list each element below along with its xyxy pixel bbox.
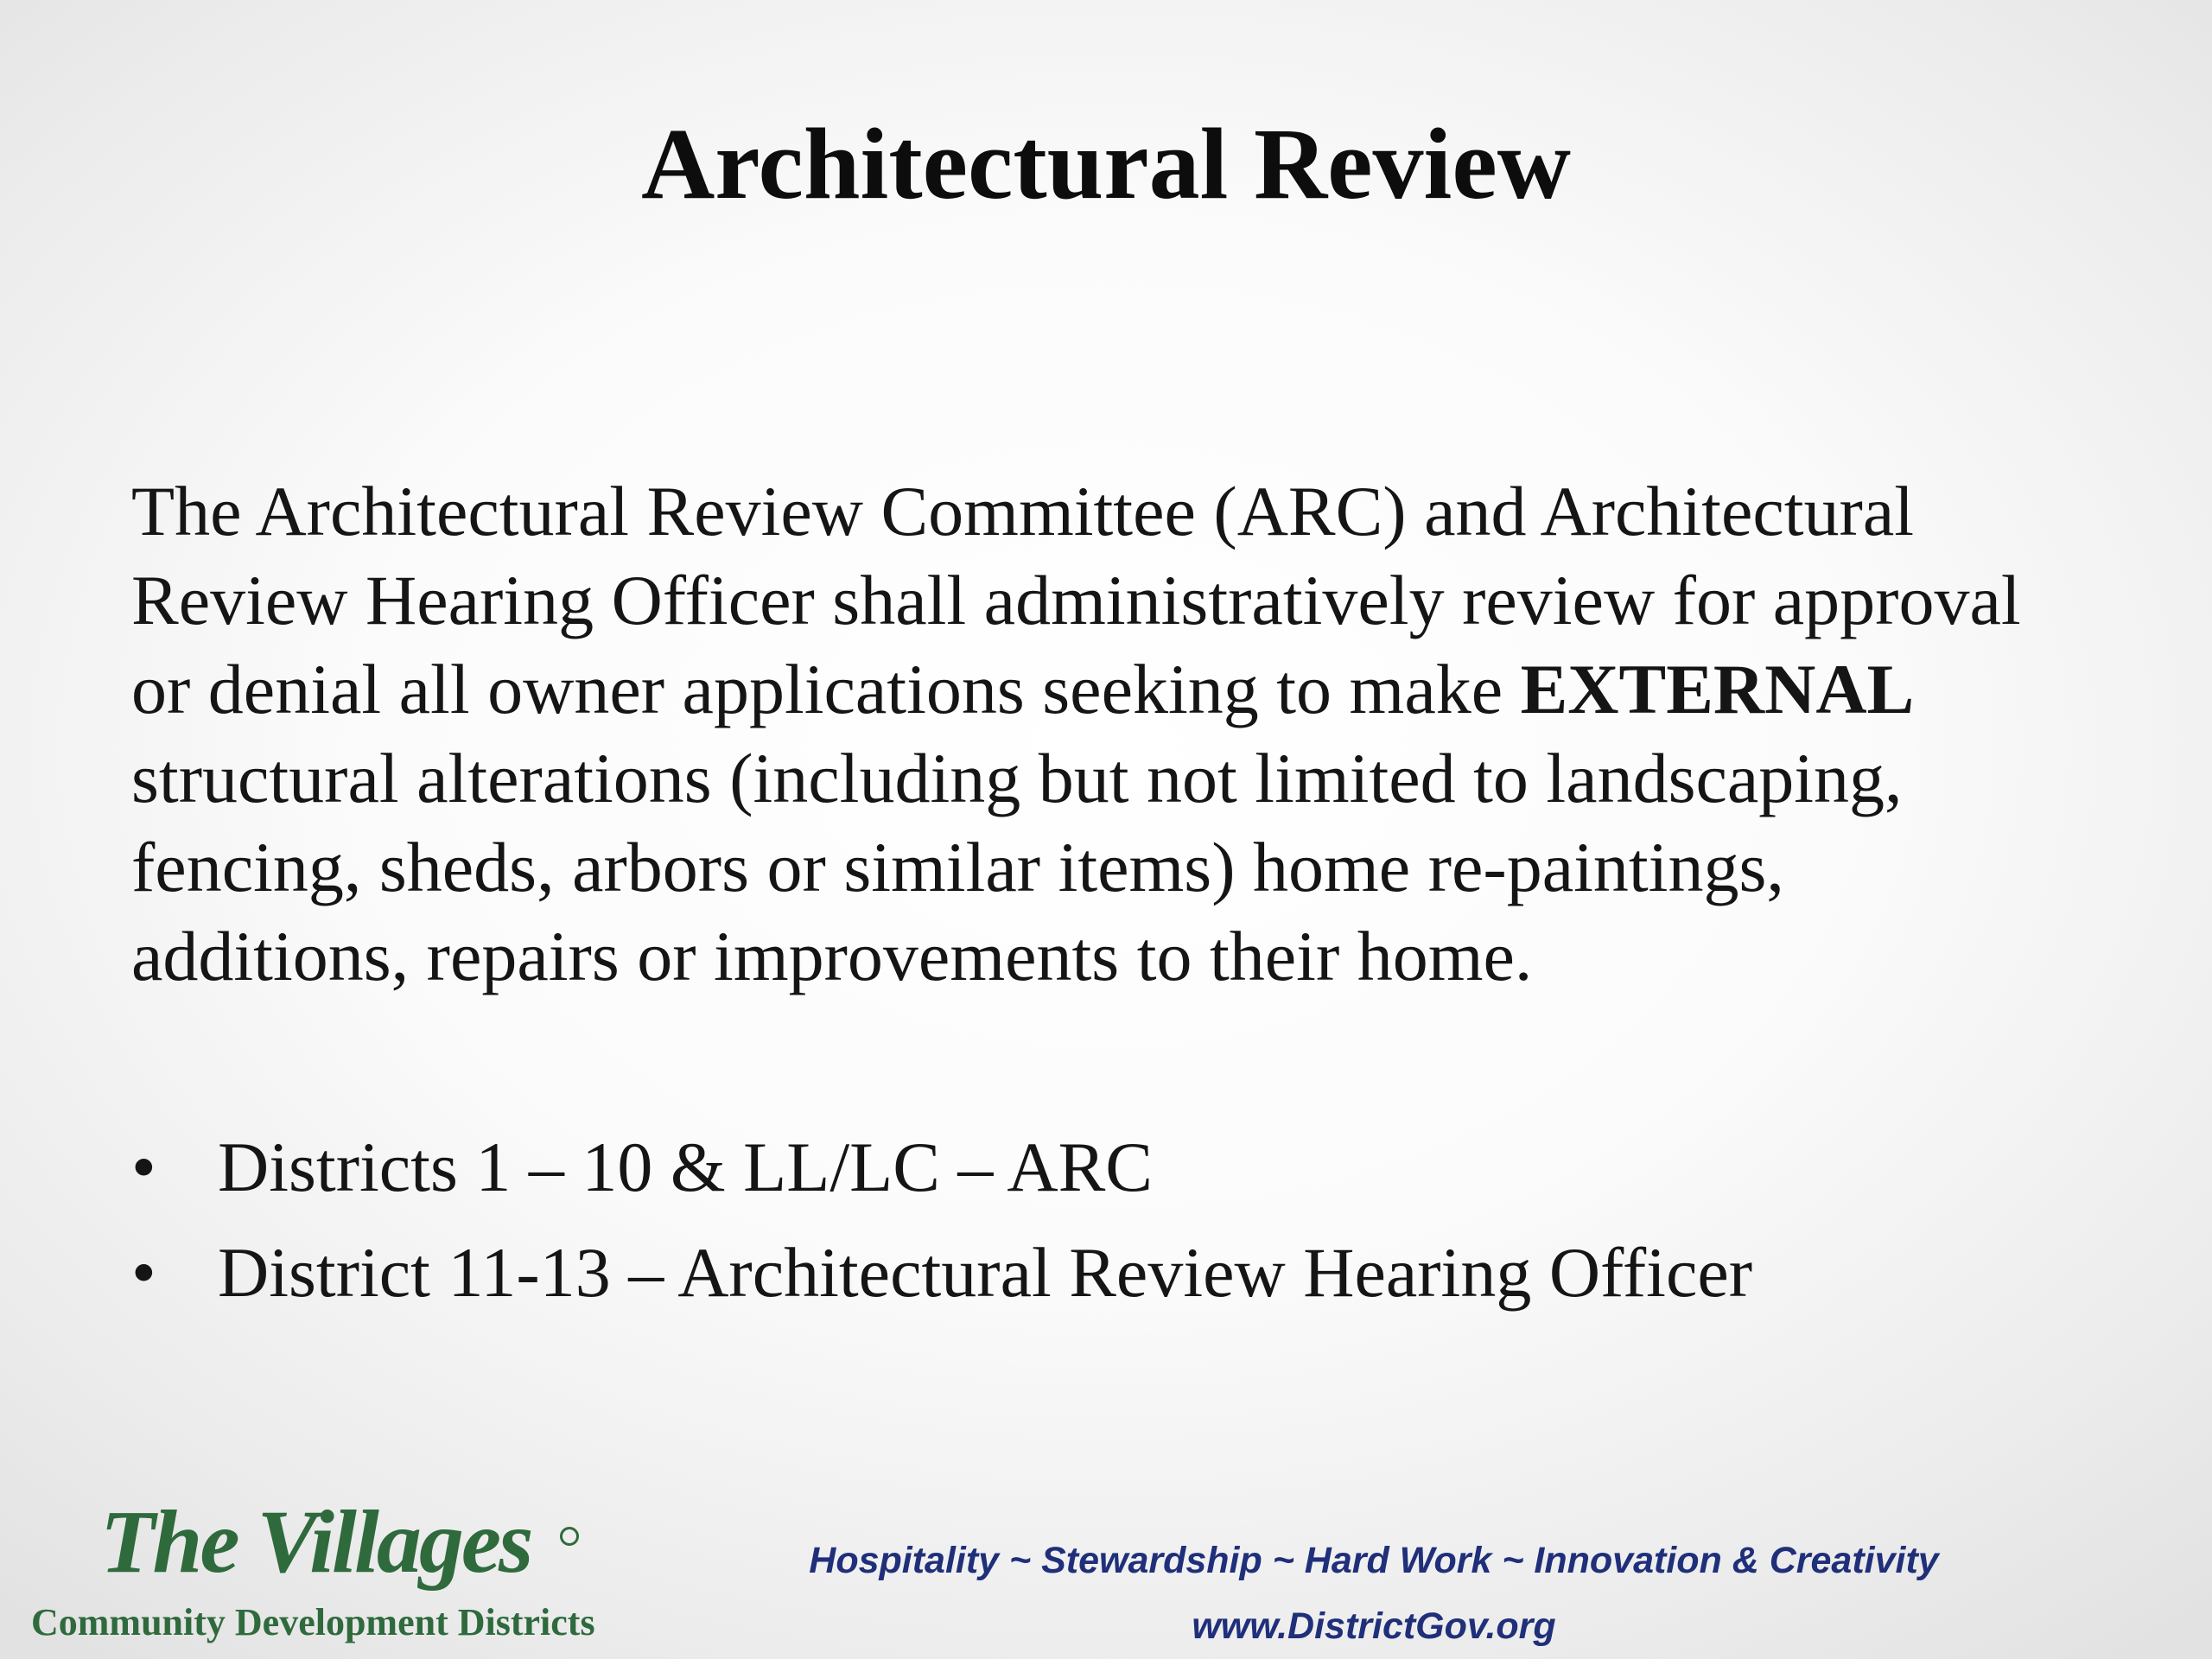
list-item-text: Districts 1 – 10 & LL/LC – ARC bbox=[218, 1128, 1153, 1206]
registered-mark-icon bbox=[560, 1527, 579, 1546]
bullet-marker: • bbox=[131, 1233, 156, 1312]
paragraph-line: The Architectural Review Committee (ARC) and Architectural bbox=[131, 472, 1915, 550]
paragraph-line: structural alterations (including but not limited to landscaping, bbox=[131, 739, 1903, 817]
bullet-list bbox=[131, 1115, 1752, 1325]
logo-wordmark: The Villages bbox=[100, 1492, 531, 1592]
emphasis-external: EXTERNAL bbox=[1520, 650, 1915, 728]
list-item bbox=[131, 1115, 1752, 1220]
footer-website: www.DistrictGov.org bbox=[1192, 1605, 1556, 1647]
footer-tagline: Hospitality ~ Stewardship ~ Hard Work ~ Innovation & Creativity bbox=[809, 1540, 1939, 1581]
list-item-text: District 11-13 – Architectural Review Hearing Officer bbox=[218, 1233, 1753, 1312]
paragraph-line: Review Hearing Officer shall administratively review for approval bbox=[131, 561, 2021, 639]
list-item bbox=[131, 1220, 1752, 1325]
paragraph-line-text: or denial all owner applications seeking to make bbox=[131, 650, 1521, 728]
bullet-marker: • bbox=[131, 1128, 156, 1206]
body-paragraph bbox=[131, 467, 2084, 1001]
paragraph-line bbox=[131, 645, 2084, 734]
paragraph-line: fencing, sheds, arbors or similar items) home re-paintings, bbox=[131, 828, 1784, 906]
logo-subtitle: Community Development Districts bbox=[31, 1601, 595, 1643]
slide-title: Architectural Review bbox=[641, 107, 1571, 220]
paragraph-line: additions, repairs or improvements to their home. bbox=[131, 917, 1533, 995]
the-villages-logo bbox=[26, 1491, 683, 1646]
